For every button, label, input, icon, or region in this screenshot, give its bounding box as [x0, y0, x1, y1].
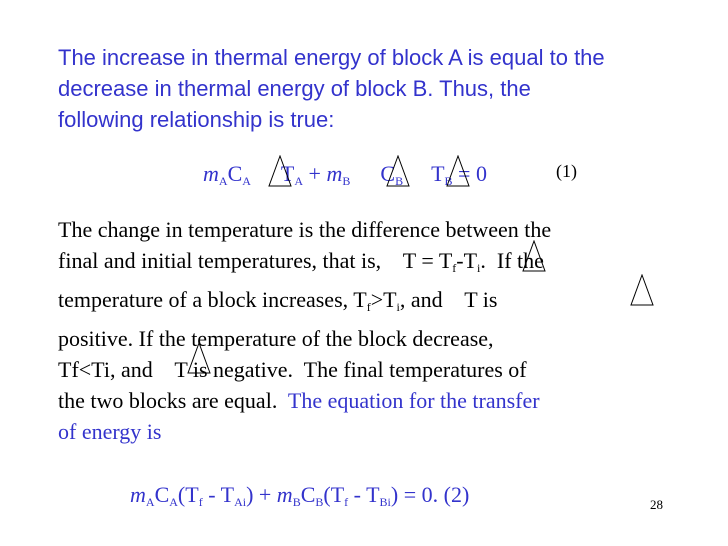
eq2-mass-a-sub: A	[145, 495, 155, 509]
body-line-2-end: . If the	[480, 248, 544, 273]
body-line-2-text: final and initial temperatures, that is, T = T	[58, 248, 453, 273]
eq1-temp-a-sub: A	[294, 174, 304, 188]
eq1-mass-b-sub: B	[342, 174, 351, 188]
eq1-mass-a-sub: A	[218, 174, 228, 188]
equation-1-number: (1)	[556, 161, 577, 181]
delta-triangle-icon	[187, 342, 211, 374]
eq2-heat-b: C	[300, 482, 316, 507]
intro-line-3: following relationship is true:	[58, 107, 335, 132]
body-line-7: of energy is	[58, 419, 162, 444]
body-line-2-sub-f: f	[452, 261, 457, 275]
eq1-plus: +	[303, 161, 327, 186]
eq1-temp-b: T	[431, 161, 445, 186]
intro-line-1: The increase in thermal energy of block A is equal to the	[58, 45, 605, 70]
delta-triangle-icon	[386, 155, 410, 187]
eq2-heat-a-sub: A	[169, 495, 178, 509]
body-line-2	[58, 245, 708, 284]
eq2-paren-2: (T	[323, 482, 345, 507]
equation-1	[203, 161, 487, 189]
eq2-minus-2: - T	[348, 482, 380, 507]
body-line-1: The change in temperature is the difference between the	[58, 217, 552, 242]
body-line-6-blue: The equation for the transfer	[287, 388, 540, 413]
body-line-5: Tf<Ti, and T is negative. The final temperatures of	[58, 357, 527, 382]
body-line-4: positive. If the temperature of the block decrease,	[58, 326, 494, 351]
eq2-minus-1: - T	[202, 482, 235, 507]
eq1-mass-b: m	[326, 161, 343, 186]
delta-triangle-icon	[522, 240, 546, 272]
eq2-sub-f-1: f	[198, 495, 203, 509]
intro-paragraph	[58, 42, 698, 135]
delta-triangle-icon	[630, 274, 654, 306]
body-line-3-sub-i: i	[396, 300, 400, 314]
body-line-2-sub-i: i	[477, 261, 481, 275]
eq1-heat-b: C	[380, 161, 396, 186]
body-line-2-minus: -T	[456, 248, 478, 273]
eq1-temp-b-sub: B	[444, 174, 453, 188]
eq2-mass-b: m	[276, 482, 293, 507]
body-paragraph	[58, 214, 708, 447]
body-line-3	[58, 284, 708, 323]
eq2-mass-b-sub: B	[292, 495, 301, 509]
intro-line-2: decrease in thermal energy of block B. Thus, the	[58, 76, 531, 101]
eq2-sub-ai: Ai	[234, 495, 247, 509]
delta-triangle-icon	[268, 155, 295, 187]
body-line-3-end: , and T is	[399, 287, 498, 312]
eq1-mass-a: m	[203, 161, 219, 186]
eq2-sub-f-2: f	[344, 495, 349, 509]
body-line-3-gt: >T	[370, 287, 397, 312]
body-line-6	[58, 385, 708, 416]
body-line-3-sub-f: f	[366, 300, 371, 314]
eq1-heat-a: C	[227, 161, 243, 186]
eq2-paren-1: (T	[177, 482, 199, 507]
eq2-heat-b-sub: B	[315, 495, 324, 509]
eq2-end: ) = 0. (2)	[390, 482, 470, 507]
eq2-mass-a: m	[130, 482, 146, 507]
eq1-heat-b-sub: B	[395, 174, 404, 188]
body-line-3-text: temperature of a block increases, T	[58, 287, 367, 312]
eq2-sub-bi: Bi	[379, 495, 391, 509]
eq2-heat-a: C	[154, 482, 170, 507]
equation-2	[130, 482, 469, 510]
body-line-6-black: the two blocks are equal.	[58, 388, 288, 413]
delta-triangle-icon	[446, 155, 470, 187]
page-number: 28	[650, 497, 663, 512]
eq1-heat-a-sub: A	[242, 174, 251, 188]
eq2-plus: ) +	[246, 482, 277, 507]
eq1-temp-a: T	[280, 161, 295, 186]
eq1-equals-zero: = 0	[452, 161, 487, 186]
